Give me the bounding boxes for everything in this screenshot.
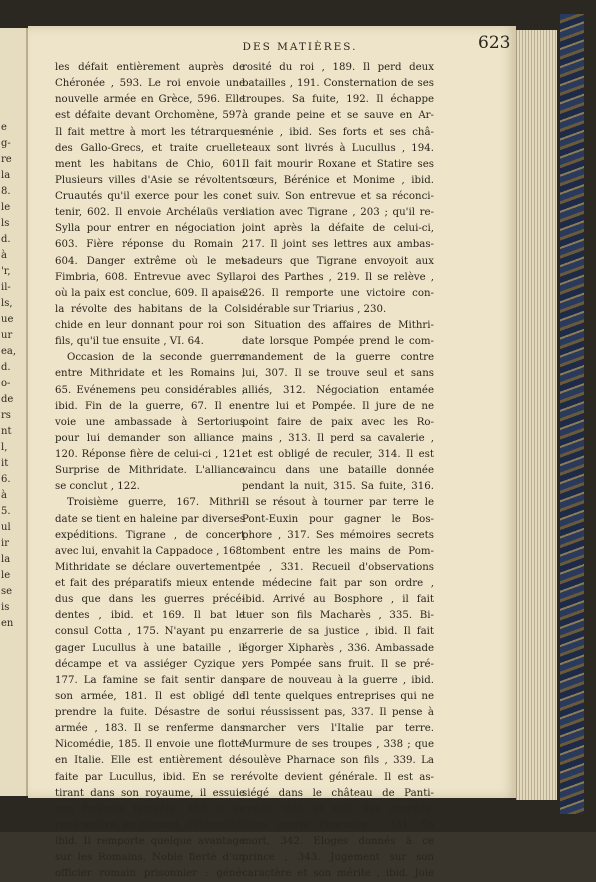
index-line: officier romain prisonnier : géné- bbox=[55, 868, 245, 880]
index-line: point faire de paix avec les Ro- bbox=[242, 416, 434, 428]
index-line: batailles , 191. Consternation de ses bbox=[242, 78, 434, 90]
index-line: zarrerie de sa justice , ibid. Il fait bbox=[242, 626, 434, 638]
index-line: mandement de la guerre contre bbox=[242, 352, 434, 364]
index-line: Murmure de ses troupes , 338 ; que bbox=[242, 739, 434, 751]
index-line: Il fait mettre à mort les tétrarques bbox=[55, 126, 245, 138]
index-line: Chéronée , 593. Le roi envoie une bbox=[55, 78, 245, 90]
index-line: tions contre Pharnace , 341. Sa bbox=[242, 819, 434, 831]
index-line: sur les Romains. Noble fierté d'un bbox=[55, 852, 245, 864]
index-line: liation avec Tigrane , 203 ; qu'il re- bbox=[242, 207, 434, 219]
index-line: Nicomédie, 185. Il envoie une flotte bbox=[55, 739, 245, 751]
index-line: la révolte des habitans de la Col- bbox=[55, 303, 245, 315]
index-line: Fimbria, 608. Entrevue avec Sylla, bbox=[55, 271, 245, 283]
index-line: sidérable sur Triarius , 230. bbox=[242, 303, 387, 315]
index-line: son armée, 181. Il est obligé de bbox=[55, 690, 245, 702]
index-line: égorger Xipharès , 336. Ambassade bbox=[242, 642, 434, 654]
index-line: phore , 317. Ses mémoires secrets bbox=[242, 529, 434, 541]
facing-page-fragment: le bbox=[1, 570, 11, 581]
page-number: 623 bbox=[478, 33, 511, 53]
facing-page-fragment: nt bbox=[1, 426, 12, 437]
index-line: dus que dans les guerres précé- bbox=[55, 594, 245, 606]
facing-page-fragment: 8. bbox=[1, 186, 11, 197]
index-line: 120. Réponse fière de celui-ci , 121. bbox=[55, 449, 245, 460]
facing-page-fragment: re bbox=[1, 154, 12, 165]
facing-page-fragment: il- bbox=[1, 282, 11, 293]
facing-page-fragment: ur bbox=[1, 330, 13, 341]
index-line: ment les habitans de Chio, 601. bbox=[55, 158, 245, 170]
index-line: tenir, 602. Il envoie Archélaüs vers bbox=[55, 207, 245, 219]
index-line: gager Lucullus à une bataille , il bbox=[55, 642, 245, 654]
index-line: Surprise de Mithridate. L'alliance bbox=[55, 465, 245, 477]
facing-page-fragment: 5. bbox=[1, 506, 11, 517]
facing-page-fragment: o- bbox=[1, 378, 11, 389]
facing-page-fragment: à bbox=[1, 490, 7, 501]
index-line: Il tente quelques entreprises qui ne bbox=[242, 690, 434, 702]
index-line: et fait des préparatifs mieux enten- bbox=[55, 578, 245, 589]
index-line: 217. Il joint ses lettres aux ambas- bbox=[242, 239, 434, 251]
index-line: 177. La famine se fait sentir dans bbox=[55, 674, 245, 686]
index-line: se conclut , 122. bbox=[55, 481, 140, 493]
running-header: DES MATIÈRES. bbox=[242, 41, 358, 53]
index-line: vers Pompée sans fruit. Il se pré- bbox=[242, 658, 434, 670]
index-line: lui réussissent pas, 337. Il pense à bbox=[242, 707, 434, 718]
index-line: troupes. Sa fuite, 192. Il échappe bbox=[242, 94, 434, 106]
index-line: capée, ibid. et suiv. Ses impréca- bbox=[242, 803, 434, 815]
index-line: fils, qu'il tue ensuite , VI. 64. bbox=[55, 336, 204, 348]
facing-page-fragment: it bbox=[1, 458, 9, 469]
facing-page-fragment: se bbox=[1, 586, 13, 597]
facing-page-fragment: de bbox=[1, 394, 14, 405]
index-line: tuer son fils Macharès , 335. Bi- bbox=[242, 610, 434, 622]
index-line: soulève Pharnace son fils , 339. La bbox=[242, 755, 434, 767]
index-line: et suiv. Son entrevue et sa réconci- bbox=[242, 191, 434, 202]
index-line: Pont-Euxin pour gagner le Bos- bbox=[242, 513, 434, 525]
index-line: alliés, 312. Négociation entamée bbox=[242, 384, 434, 396]
index-line: voie une ambassade à Sertorius bbox=[55, 416, 245, 428]
index-line: sœurs, Bérénice et Monime , ibid. bbox=[242, 174, 434, 186]
facing-page-fragment: d. bbox=[1, 362, 11, 373]
index-line: date lorsque Pompée prend le com- bbox=[242, 336, 434, 348]
index-line: entre lui et Pompée. Il jure de ne bbox=[242, 400, 434, 412]
index-line: ménie , ibid. Ses forts et ses châ- bbox=[242, 126, 434, 138]
facing-page-fragment: la bbox=[1, 170, 11, 181]
facing-page-fragment: rs bbox=[1, 410, 11, 421]
index-line: avec lui, envahit la Cappadoce , 168. bbox=[55, 545, 245, 557]
facing-page-fragment: ul bbox=[1, 522, 11, 533]
index-line: pour lui demander son alliance , bbox=[55, 432, 245, 444]
index-line: Plusieurs villes d'Asie se révoltent. bbox=[55, 174, 245, 186]
marbled-cover-edge bbox=[560, 14, 584, 814]
index-line: tombent entre les mains de Pom- bbox=[242, 545, 434, 557]
index-line: Troisième guerre, 167. Mithri- bbox=[67, 497, 245, 509]
index-line: décampe et va assiéger Cyzique , bbox=[55, 658, 245, 670]
index-line: est défaite devant Orchomène, 597. bbox=[55, 110, 245, 122]
index-line: ibid. Arrivé au Bosphore , il fait bbox=[242, 594, 434, 606]
index-line: armée , 183. Il se renferme dans bbox=[55, 723, 245, 735]
facing-page-fragment: is bbox=[1, 602, 10, 613]
facing-page-fragment: le bbox=[1, 202, 11, 213]
index-line: où la paix est conclue, 609. Il apaise bbox=[55, 287, 245, 299]
facing-page-fragment: ls bbox=[1, 218, 10, 229]
index-line: Cruautés qu'il exerce pour les con- bbox=[55, 191, 245, 202]
index-column-right bbox=[242, 60, 434, 882]
index-line: et est obligé de reculer, 314. Il est bbox=[242, 449, 434, 460]
index-line: 604. Danger extrême où le met bbox=[55, 255, 245, 267]
index-line: sadeurs que Tigrane envoyoit aux bbox=[242, 255, 434, 267]
index-line: siégé dans le château de Panti- bbox=[242, 787, 434, 799]
index-line: vaincu dans une bataille donnée bbox=[242, 465, 434, 477]
index-line: nouvelle armée en Grèce, 596. Elle bbox=[55, 94, 245, 106]
index-line: pée , 331. Recueil d'observations bbox=[242, 561, 434, 573]
facing-page-fragment: e bbox=[1, 122, 7, 133]
index-line: des Gallo-Grecs, et traite cruelle- bbox=[55, 142, 245, 154]
facing-page-text-fragments bbox=[1, 120, 23, 632]
index-line: à grande peine et se sauve en Ar- bbox=[242, 110, 434, 122]
index-line: 603. Fière réponse du Romain , bbox=[55, 239, 245, 251]
index-line: mort, 342. Eloges donnés à ce bbox=[242, 836, 434, 847]
index-line: marcher vers l'Italie par terre. bbox=[242, 723, 434, 735]
index-line: tirant dans son royaume, il essuie bbox=[55, 787, 245, 799]
index-line: de médecine fait par son ordre , bbox=[242, 578, 434, 589]
facing-page-fragment: 'r, bbox=[1, 266, 11, 277]
index-line: lui, 307. Il se trouve seul et sans bbox=[242, 368, 434, 380]
index-line: prendre la fuite. Désastre de son bbox=[55, 707, 245, 718]
index-line: caractère et son mérite , ibid. Joie bbox=[242, 868, 434, 880]
index-line: Il fait mourir Roxane et Statire ses bbox=[242, 158, 434, 170]
index-line: 226. Il remporte une victoire con- bbox=[242, 287, 434, 299]
index-line: mains , 313. Il perd sa cavalerie , bbox=[242, 432, 434, 444]
index-line: Mithridate se déclare ouvertement, bbox=[55, 561, 245, 573]
index-line: ibid. Fin de la guerre, 67. Il en- bbox=[55, 400, 245, 412]
index-line: dentes , ibid. et 169. Il bat le bbox=[55, 610, 245, 622]
index-line: Occasion de la seconde guerre bbox=[67, 352, 245, 364]
index-line: pare de nouveau à la guerre , ibid. bbox=[242, 674, 434, 686]
index-line: faite par Lucullus, ibid. En se re- bbox=[55, 771, 245, 783]
index-line: Situation des affaires de Mithri- bbox=[254, 320, 434, 331]
facing-page-fragment: à bbox=[1, 250, 7, 261]
facing-page-fragment: la bbox=[1, 554, 11, 565]
index-line: une furieuse tempête, 186. Il se bbox=[55, 803, 245, 815]
index-line: roi des Parthes , 219. Il se relève , bbox=[242, 271, 434, 283]
facing-page-fragment: ue bbox=[1, 314, 14, 325]
index-line: chide en leur donnant pour roi son bbox=[55, 320, 245, 331]
index-line: révolte devient générale. Il est as- bbox=[242, 771, 434, 783]
index-line: entre Mithridate et les Romains , bbox=[55, 368, 245, 380]
facing-page-fragment: 6. bbox=[1, 474, 11, 485]
index-line: expéditions. Tigrane , de concert bbox=[55, 529, 245, 541]
facing-page-fragment: d. bbox=[1, 234, 11, 245]
index-line: consul Cotta , 175. N'ayant pu en- bbox=[55, 626, 245, 638]
index-line: ibid. Il remporte quelque avantage bbox=[55, 836, 245, 847]
index-line: pendant la nuit, 315. Sa fuite, 316. bbox=[242, 481, 434, 493]
facing-page-fragment: g- bbox=[1, 138, 11, 149]
index-line: les défait entièrement auprès de bbox=[55, 62, 245, 73]
index-line: rosité du roi , 189. Il perd deux bbox=[242, 62, 434, 73]
index-line: 65. Evénemens peu considérables , bbox=[55, 384, 245, 396]
index-line: joint après la défaite de celui-ci, bbox=[242, 223, 434, 235]
facing-page-fragment: ls, bbox=[1, 298, 13, 309]
facing-page-fragment: en bbox=[1, 618, 14, 629]
index-line: en Italie. Elle est entièrement dé- bbox=[55, 755, 245, 767]
index-line: date se tient en haleine par diverses bbox=[55, 513, 245, 525]
facing-page-fragment: ea, bbox=[1, 346, 17, 357]
page-edges bbox=[516, 30, 557, 800]
index-column-left bbox=[55, 60, 245, 882]
facing-page-edge bbox=[0, 28, 28, 796]
index-line: teaux sont livrés à Lucullus , 194. bbox=[242, 142, 434, 154]
facing-page-fragment: ir bbox=[1, 538, 9, 549]
index-line: rend maître, en passant, d'Héraclée, bbox=[55, 819, 245, 831]
index-line: prince , 343. Jugement sur son bbox=[242, 852, 434, 864]
index-line: Sylla pour entrer en négociation , bbox=[55, 223, 245, 235]
facing-page-fragment: l, bbox=[1, 442, 8, 453]
index-line: Il se résout à tourner par terre le bbox=[242, 497, 434, 509]
